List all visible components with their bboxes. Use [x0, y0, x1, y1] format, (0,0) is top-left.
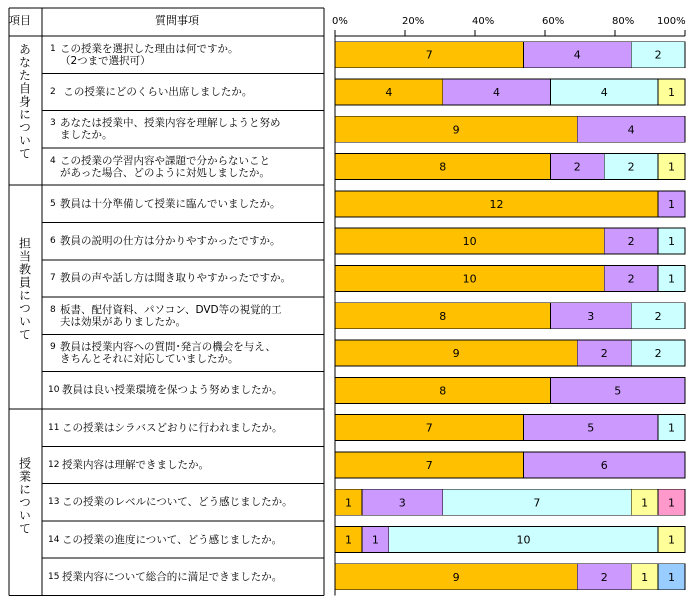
- question-text: この授業はシラバスどおりに行われましたか。: [62, 421, 283, 434]
- bar-value-label: 8: [439, 384, 447, 398]
- question-text: 教員は授業内容への質問･発言の機会を与え、 きちんとそれに対応していましたか。: [60, 341, 276, 366]
- item-header: 項目: [9, 14, 31, 27]
- bar-value-label: 9: [452, 347, 460, 361]
- bar-value-label: 3: [587, 309, 595, 323]
- bar-value-label: 9: [452, 123, 460, 137]
- section-label: あなた自身について: [17, 43, 32, 161]
- question-number: 1: [50, 43, 56, 54]
- question-number: 11: [48, 422, 60, 433]
- bar-value-label: 7: [533, 496, 541, 510]
- question-text: 板書、配付資料、パソコン、DVD等の視覚的工 夫は効果がありましたか。: [60, 303, 282, 328]
- question-number: 14: [48, 534, 60, 545]
- bar-value-label: 1: [668, 533, 676, 547]
- question-text: この授業の学習内容や課題で分からないこと があった場合、どのように対処しましたか。: [60, 154, 270, 179]
- x-tick-label: 20%: [402, 16, 425, 27]
- question-text: この授業のレベルについて、どう感じましたか。: [62, 496, 293, 509]
- bar-value-label: 6: [600, 458, 608, 472]
- x-tick-label: 60%: [542, 16, 565, 27]
- question-number: 6: [50, 236, 56, 247]
- bar-value-label: 1: [668, 496, 676, 510]
- bar-value-label: 2: [627, 160, 635, 174]
- question-text: 授業内容は理解できましたか。: [62, 458, 209, 471]
- question-number: 7: [50, 273, 56, 284]
- question-text: この授業の進度について、どう感じましたか。: [62, 533, 283, 546]
- bar-value-label: 10: [462, 235, 477, 249]
- bar-value-label: 1: [668, 272, 676, 286]
- bar-value-label: 5: [614, 384, 622, 398]
- question-text: この授業にどのくらい出席しましたか。: [60, 85, 253, 98]
- question-text: 授業内容について総合的に満足できましたか。: [62, 570, 283, 583]
- bar-value-label: 1: [668, 570, 676, 584]
- bar-value-label: 1: [668, 197, 676, 211]
- bar-value-label: 10: [516, 533, 531, 547]
- bar-value-label: 3: [398, 496, 406, 510]
- bar-value-label: 2: [654, 309, 662, 323]
- bar-value-label: 7: [425, 458, 433, 472]
- question-number: 5: [50, 198, 56, 209]
- bar-value-label: 1: [668, 160, 676, 174]
- bar-value-label: 2: [654, 347, 662, 361]
- bar-value-label: 4: [627, 123, 635, 137]
- bar-value-label: 10: [462, 272, 477, 286]
- question-number: 9: [50, 342, 56, 353]
- question-number: 12: [48, 459, 60, 470]
- bar-value-label: 8: [439, 309, 447, 323]
- bar-value-label: 1: [371, 533, 379, 547]
- bar-value-label: 2: [654, 48, 662, 62]
- x-tick-label: 100%: [657, 16, 686, 27]
- question-text: 教員は良い授業環境を保つよう努めましたか。: [62, 384, 283, 397]
- bar-value-label: 4: [600, 85, 608, 99]
- bar-value-label: 8: [439, 160, 447, 174]
- bar-value-label: 1: [344, 496, 352, 510]
- x-tick-label: 40%: [472, 16, 495, 27]
- bar-value-label: 1: [641, 496, 649, 510]
- bar-value-label: 9: [452, 570, 460, 584]
- x-tick-label: 80%: [612, 16, 635, 27]
- bar-value-label: 5: [587, 421, 595, 435]
- x-tick-label: 0%: [332, 16, 348, 27]
- bar-value-label: 1: [668, 235, 676, 249]
- bar-value-label: 1: [668, 421, 676, 435]
- bar-value-label: 2: [627, 272, 635, 286]
- question-text: 教員の説明の仕方は分かりやすかったですか。: [60, 235, 281, 248]
- section-label: 担当教員について: [17, 237, 32, 342]
- section-label: 授業について: [17, 457, 32, 536]
- bar-value-label: 2: [600, 347, 608, 361]
- bar-value-label: 4: [385, 85, 393, 99]
- question-number: 2: [50, 86, 56, 97]
- bar-value-label: 2: [573, 160, 581, 174]
- bar-value-label: 4: [573, 48, 581, 62]
- question-header: 質問事項: [155, 14, 199, 27]
- bar-value-label: 4: [493, 85, 501, 99]
- bar-value-label: 1: [344, 533, 352, 547]
- question-text: 教員は十分準備して授業に臨んでいましたか。: [60, 197, 281, 210]
- bar-value-label: 2: [600, 570, 608, 584]
- bar-value-label: 12: [489, 197, 504, 211]
- bar-value-label: 1: [668, 85, 676, 99]
- bar-value-label: 7: [425, 48, 433, 62]
- question-number: 15: [48, 571, 60, 582]
- question-number: 10: [48, 385, 60, 396]
- bar-value-label: 2: [627, 235, 635, 249]
- question-number: 13: [48, 497, 60, 508]
- question-number: 4: [50, 155, 56, 166]
- question-number: 8: [50, 304, 56, 315]
- question-number: 3: [50, 118, 56, 129]
- bar-value-label: 1: [641, 570, 649, 584]
- bar-value-label: 7: [425, 421, 433, 435]
- question-text: この授業を選択した理由は何ですか。 （2つまで選択可）: [60, 42, 239, 67]
- question-text: あなたは授業中、授業内容を理解しようと努め ましたか。: [60, 117, 281, 142]
- question-text: 教員の声や話し方は聞き取りやすかったですか。: [60, 272, 291, 285]
